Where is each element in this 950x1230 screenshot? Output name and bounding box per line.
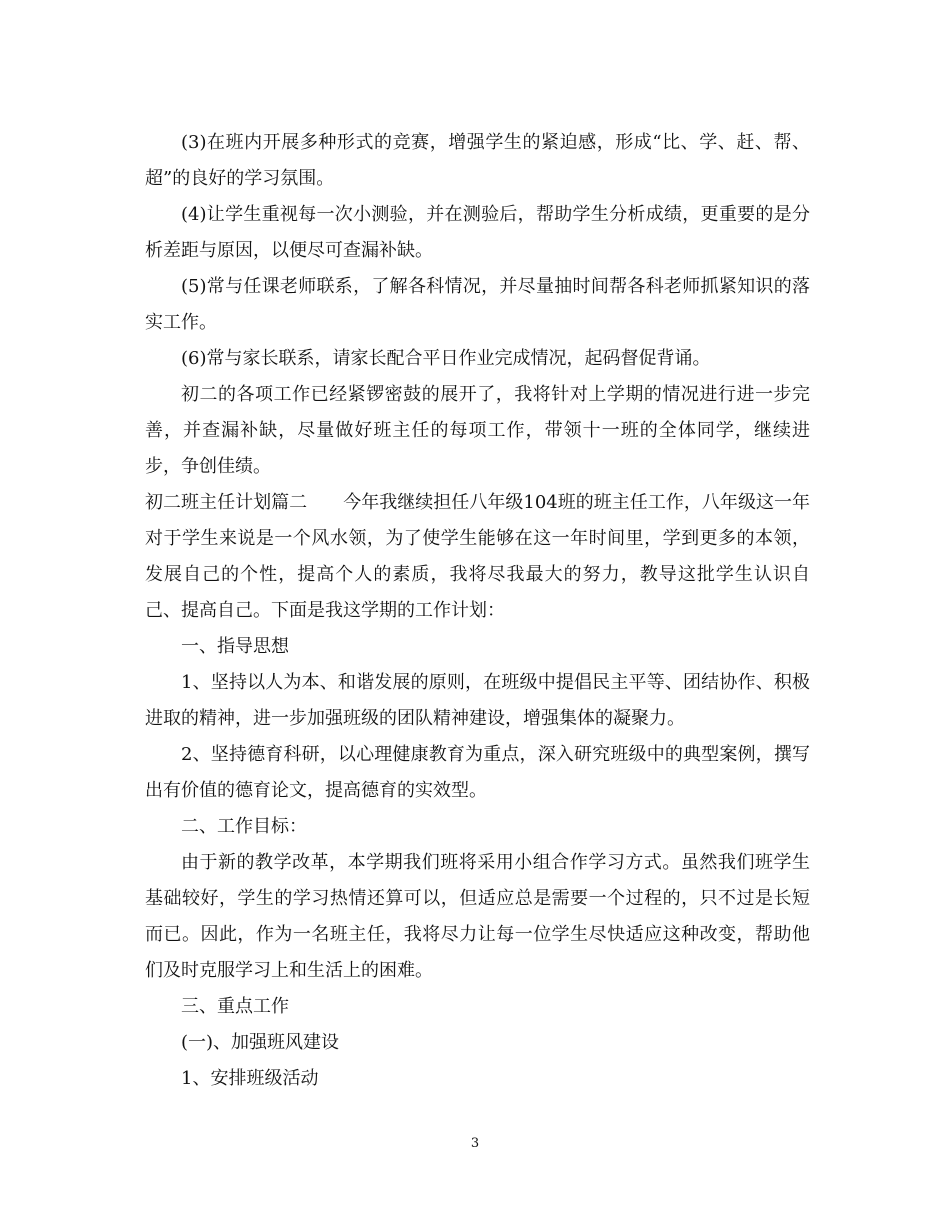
paragraph-work-goals: 由于新的教学改革，本学期我们班将采用小组合作学习方式。虽然我们班学生基础较好，学生的学习热情还算可以，但适应总是需要一个过程的，只不过是长短而已。因此，作为一名班主任，我将尽力让每一位学生尽快适应这种改变，帮助他们及时克服学习上和生活上的困难。 — [145, 852, 810, 981]
paragraph-summary: 初二的各项工作已经紧锣密鼓的展开了，我将针对上学期的情况进行进一步完善，并查漏补缺，尽量做好班主任的每项工作，带领十一班的全体同学，继续进步，争创佳绩。 — [145, 384, 810, 477]
page-number: 3 — [470, 1136, 480, 1151]
document-body — [145, 125, 810, 1097]
section-intro: 今年我继续担任八年级104班的班主任工作，八年级这一年对于学生来说是一个风水领，为了使学生能够在这一年时间里，学到更多的本领，发展自己的个性，提高个人的素质，我将尽我最大的努力，教导这批学生认识自己、提高自己。下面是我这学期的工作计划： — [145, 492, 810, 621]
heading-class-activities: 1、安排班级活动 — [181, 1068, 319, 1089]
paragraph-parent-contact: (6)常与家长联系，请家长配合平日作业完成情况，起码督促背诵。 — [181, 348, 711, 369]
paragraph-principle-one: 1、坚持以人为本、和谐发展的原则，在班级中提倡民主平等、团结协作、积极进取的精神，进一步加强班级的团队精神建设，增强集体的凝聚力。 — [145, 672, 810, 729]
heading-guiding-idea: 一、指导思想 — [181, 636, 289, 657]
heading-class-style: (一)、加强班风建设 — [181, 1032, 340, 1053]
section-heading: 初二班主任计划篇二 — [145, 492, 308, 513]
paragraph-quiz: (4)让学生重视每一次小测验，并在测验后，帮助学生分析成绩，更重要的是分析差距与原因，以便尽可查漏补缺。 — [145, 204, 810, 261]
paragraph-competition: (3)在班内开展多种形式的竞赛，增强学生的紧迫感，形成“比、学、赶、帮、超”的良好的学习氛围。 — [145, 132, 810, 189]
paragraph-principle-two: 2、坚持德育科研，以心理健康教育为重点，深入研究班级中的典型案例，撰写出有价值的德育论文，提高德育的实效型。 — [145, 744, 810, 801]
heading-key-work: 三、重点工作 — [181, 996, 289, 1017]
heading-work-goals: 二、工作目标： — [181, 816, 307, 837]
paragraph-teacher-contact: (5)常与任课老师联系，了解各科情况，并尽量抽时间帮各科老师抓紧知识的落实工作。 — [145, 276, 810, 333]
section-two-paragraph — [145, 485, 810, 629]
